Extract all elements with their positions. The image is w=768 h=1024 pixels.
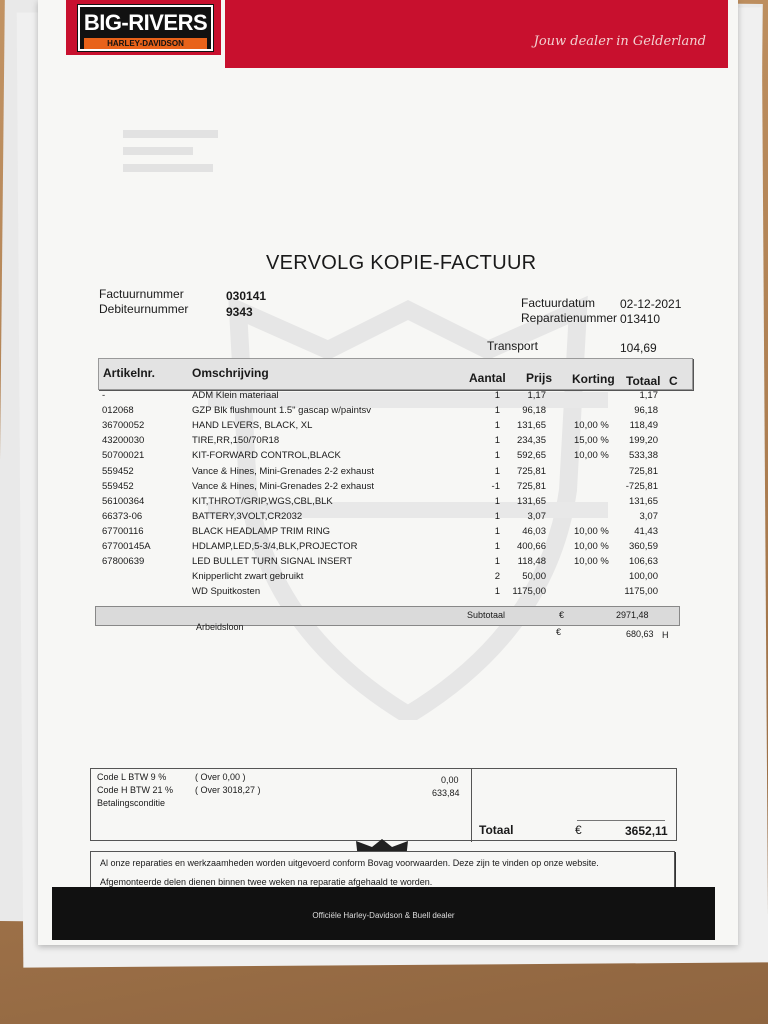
col-discount: Korting <box>572 372 615 386</box>
item-qty: 1 <box>494 510 500 522</box>
item-qty: 2 <box>494 571 500 583</box>
item-price: 96,18 <box>522 405 546 417</box>
article-number: 559452 <box>102 465 134 477</box>
subtotal-bar <box>95 606 680 626</box>
vat-h-value: 633,84 <box>432 788 460 798</box>
item-total: 360,59 <box>628 541 658 552</box>
notice-line-2: Afgemonteerde delen dienen binnen twee weken na reparatie afgehaald te worden. <box>100 877 433 887</box>
item-price: 725,81 <box>516 465 546 477</box>
item-total: 96,18 <box>634 405 658 417</box>
brand-logo <box>78 5 213 51</box>
labor-label: Arbeidsloon <box>196 622 244 632</box>
col-description: Omschrijving <box>192 366 269 380</box>
subtotal-currency: € <box>559 610 565 620</box>
col-article: Artikelnr. <box>103 366 156 380</box>
item-discount: 10,00 % <box>574 556 609 568</box>
col-total: Totaal <box>626 374 661 388</box>
article-number: 36700052 <box>102 420 145 432</box>
item-total: 131,65 <box>628 495 658 507</box>
item-description: HAND LEVERS, BLACK, XL <box>192 420 313 432</box>
repair-number-label: Reparatienummer <box>521 311 618 325</box>
item-qty: 1 <box>494 525 500 537</box>
item-price: 50,00 <box>522 571 546 583</box>
table-row <box>38 541 738 556</box>
item-price: 592,65 <box>516 450 546 462</box>
table-row <box>38 390 738 405</box>
item-discount: 10,00 % <box>574 450 609 462</box>
item-discount: 10,00 % <box>574 525 609 537</box>
item-description: Knipperlicht zwart gebruikt <box>192 571 304 583</box>
table-row <box>38 420 738 435</box>
table-row <box>38 526 738 541</box>
table-row <box>38 405 738 420</box>
vat-l-over: ( Over 0,00 ) <box>195 772 246 782</box>
item-qty: 1 <box>494 405 500 417</box>
table-row <box>38 556 738 571</box>
article-number: 559452 <box>102 480 134 492</box>
total-label: Totaal <box>479 823 514 837</box>
item-total: 533,38 <box>628 450 658 462</box>
item-description: Vance & Hines, Mini-Grenades 2-2 exhaust <box>192 480 374 492</box>
article-number: 67700145A <box>102 541 151 552</box>
item-total: 100,00 <box>628 571 658 583</box>
table-row <box>38 571 738 586</box>
table-row <box>38 586 738 601</box>
item-price: 46,03 <box>522 525 546 537</box>
item-qty: 1 <box>494 450 500 462</box>
item-total: 41,43 <box>634 525 658 537</box>
item-total: 1,17 <box>639 390 658 401</box>
brand-name: BIG-RIVERS <box>83 10 208 35</box>
labor-currency: € <box>556 627 562 637</box>
item-price: 234,35 <box>516 435 546 447</box>
item-price: 1,17 <box>527 390 546 401</box>
item-total: -725,81 <box>625 480 658 492</box>
item-description: KIT,THROT/GRIP,WGS,CBL,BLK <box>192 495 333 507</box>
vat-h-code: Code H BTW 21 % <box>97 785 174 795</box>
article-number: - <box>102 390 106 401</box>
item-description: BLACK HEADLAMP TRIM RING <box>192 525 330 537</box>
invoice-number-label: Factuurnummer <box>99 287 184 301</box>
item-discount: 10,00 % <box>574 541 609 552</box>
item-qty: 1 <box>494 541 500 552</box>
item-description: GZP Blk flushmount 1.5" gascap w/paintsv <box>192 405 372 417</box>
item-description: BATTERY,3VOLT,CR2032 <box>192 510 303 522</box>
item-qty: 1 <box>494 465 500 477</box>
col-code: C <box>669 374 678 388</box>
col-price: Prijs <box>526 371 553 385</box>
item-total: 1175,00 <box>624 586 658 598</box>
item-total: 118,49 <box>629 420 658 432</box>
article-number: 50700021 <box>102 450 145 462</box>
item-qty: 1 <box>494 495 500 507</box>
transport-label: Transport <box>487 339 538 353</box>
table-row <box>38 435 738 450</box>
notice-line-1: Al onze reparaties en werkzaamheden worden uitgevoerd conform Bovag voorwaarden. Deze zijn te vinden op onze website. <box>100 858 599 868</box>
invoice-date-label: Factuurdatum <box>521 296 596 310</box>
article-number: 56100364 <box>102 495 145 507</box>
item-description: KIT-FORWARD CONTROL,BLACK <box>192 450 341 462</box>
table-row <box>38 450 738 465</box>
repair-number: 013410 <box>620 312 661 326</box>
item-discount: 15,00 % <box>574 435 609 447</box>
item-description: HDLAMP,LED,5-3/4,BLK,PROJECTOR <box>192 541 358 552</box>
document-title: VERVOLG KOPIE-FACTUUR <box>266 252 537 274</box>
item-description: WD Spuitkosten <box>192 586 261 598</box>
item-total: 106,63 <box>628 556 658 568</box>
article-number: 012068 <box>102 405 134 417</box>
labor-value: 680,63 <box>626 629 654 639</box>
item-qty: 1 <box>494 420 500 432</box>
table-row <box>38 481 738 496</box>
item-price: 1175,00 <box>512 586 546 598</box>
footer-band <box>52 887 715 940</box>
faint-address-block <box>123 125 218 172</box>
item-qty: 1 <box>494 556 500 568</box>
article-number: 67800639 <box>102 556 145 568</box>
article-number: 67700116 <box>102 525 144 537</box>
labor-code: H <box>662 630 669 640</box>
debtor-number: 9343 <box>226 305 253 319</box>
table-row <box>38 511 738 526</box>
article-number: 66373-06 <box>102 510 143 522</box>
debtor-number-label: Debiteurnummer <box>99 302 189 316</box>
item-description: Vance & Hines, Mini-Grenades 2-2 exhaust <box>192 465 374 477</box>
transport-value: 104,69 <box>620 341 657 355</box>
vat-l-code: Code L BTW 9 % <box>97 772 167 782</box>
footer-text: Officiële Harley-Davidson & Buell dealer <box>312 911 455 920</box>
item-price: 131,65 <box>516 420 546 432</box>
total-currency: € <box>575 823 582 837</box>
subtotal-value: 2971,48 <box>616 610 649 620</box>
item-description: TIRE,RR,150/70R18 <box>192 435 280 447</box>
total-value: 3652,11 <box>625 824 668 838</box>
item-description: LED BULLET TURN SIGNAL INSERT <box>192 556 353 568</box>
item-qty: 1 <box>494 390 500 401</box>
item-qty: -1 <box>491 480 500 492</box>
item-price: 3,07 <box>527 510 546 522</box>
item-price: 118,48 <box>517 556 546 568</box>
item-total: 725,81 <box>628 465 658 477</box>
item-description: ADM Klein materiaal <box>192 390 279 401</box>
vat-summary-box <box>90 768 677 841</box>
subtotal-label: Subtotaal <box>467 610 506 620</box>
item-price: 400,66 <box>516 541 546 552</box>
brand-sub: HARLEY-DAVIDSON <box>84 38 207 49</box>
item-price: 725,81 <box>516 480 546 492</box>
item-total: 3,07 <box>639 510 658 522</box>
payment-condition-label: Betalingsconditie <box>97 798 166 808</box>
header-red-band <box>225 0 728 68</box>
col-qty: Aantal <box>469 371 506 385</box>
invoice-date: 02-12-2021 <box>620 297 682 311</box>
invoice-number: 030141 <box>226 289 267 303</box>
item-discount: 10,00 % <box>574 420 609 432</box>
item-total: 199,20 <box>628 435 658 447</box>
vat-h-over: ( Over 3018,27 ) <box>195 785 261 795</box>
table-row <box>38 466 738 481</box>
vat-l-value: 0,00 <box>441 775 459 785</box>
item-qty: 1 <box>494 435 500 447</box>
table-row <box>38 496 738 511</box>
item-qty: 1 <box>494 586 500 598</box>
table-header <box>98 358 693 390</box>
brand-tagline: Jouw dealer in Gelderland <box>533 34 706 49</box>
item-price: 131,65 <box>516 495 546 507</box>
article-number: 43200030 <box>102 435 145 447</box>
invoice-page <box>38 0 738 945</box>
